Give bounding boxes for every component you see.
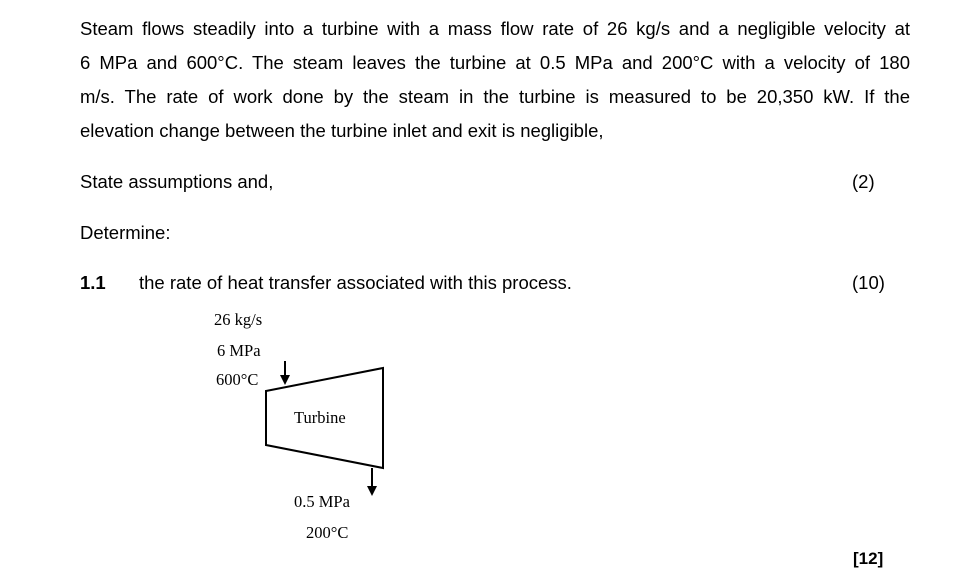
question-number: 1.1 (80, 272, 106, 293)
outlet-arrow (367, 468, 377, 496)
problem-line-1: Steam flows steadily into a turbine with a mass flow rate of 26 kg/s and a negligible velocity at (80, 18, 910, 39)
inlet-temp-label: 600°C (216, 370, 259, 389)
problem-line-4: elevation change between the turbine inlet and exit is negligible, (80, 120, 604, 141)
question-marks: (10) (852, 272, 885, 293)
outlet-pressure-label: 0.5 MPa (294, 492, 350, 511)
total-marks: [12] (853, 549, 884, 568)
inlet-flow-label: 26 kg/s (214, 310, 263, 329)
problem-line-2: 6 MPa and 600°C. The steam leaves the turbine at 0.5 MPa and 200°C with a velocity of 180 (80, 52, 910, 73)
turbine-label: Turbine (294, 408, 346, 427)
assumptions-text: State assumptions and, (80, 171, 274, 192)
outlet-temp-label: 200°C (306, 523, 349, 542)
turbine-shape (266, 368, 383, 468)
inlet-pressure-label: 6 MPa (217, 341, 261, 360)
problem-line-3: m/s. The rate of work done by the steam in the turbine is measured to be 20,350 kW. If the (80, 86, 910, 107)
assumptions-marks: (2) (852, 171, 875, 192)
determine-heading: Determine: (80, 222, 171, 243)
inlet-arrow (280, 361, 290, 385)
question-text: the rate of heat transfer associated with this process. (139, 272, 572, 293)
